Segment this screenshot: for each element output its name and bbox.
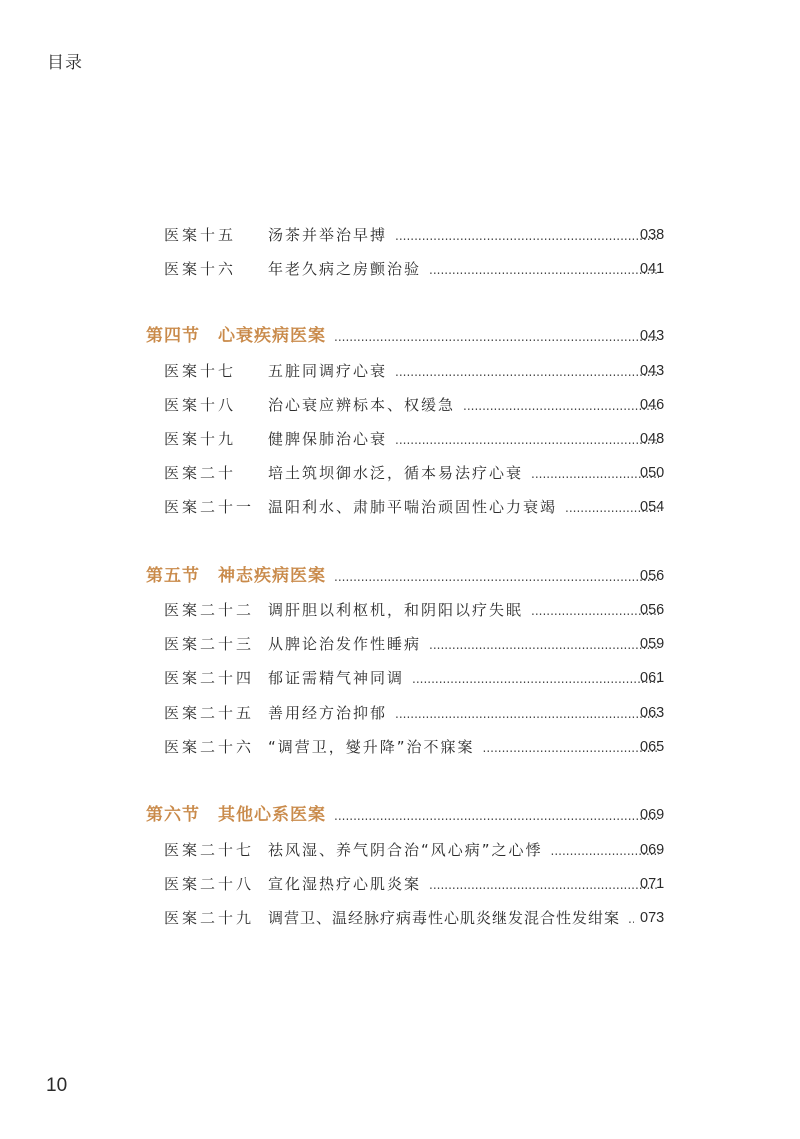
page-ref: 061: [640, 670, 665, 686]
case-label: 医案二十五: [164, 704, 255, 722]
page-ref: 041: [640, 261, 665, 277]
dot-leader: [463, 393, 659, 419]
case-title: 健脾保肺治心衰: [268, 430, 388, 448]
page-ref: 069: [640, 842, 665, 858]
case-label: 医案二十一: [164, 498, 255, 516]
case-label: 医案二十二: [164, 601, 255, 619]
dot-leader: [395, 427, 659, 453]
case-label: 医案二十: [164, 464, 237, 482]
toc-entry[interactable]: [0, 871, 800, 897]
section-title: 心衰疾病医案: [218, 326, 326, 346]
page-ref: 048: [640, 431, 665, 447]
dot-leader: [429, 632, 659, 658]
section-title: 其他心系医案: [218, 805, 326, 825]
dot-leader: [334, 803, 659, 829]
toc-entry[interactable]: [0, 665, 800, 691]
toc-entry[interactable]: [0, 494, 800, 520]
dot-leader: [429, 872, 659, 898]
page-ref: 056: [640, 568, 665, 584]
page-ref: 059: [640, 636, 665, 652]
case-label: 医案二十七: [164, 841, 255, 859]
page-ref: 038: [640, 227, 665, 243]
toc-entry[interactable]: [0, 358, 800, 384]
toc-entry[interactable]: [0, 222, 800, 248]
case-title: “调营卫，燮升降”治不寐案: [268, 738, 475, 756]
case-title: 温阳利水、肃肺平喘治顽固性心力衰竭: [268, 498, 558, 516]
dot-leader: [628, 906, 634, 932]
page-number: 10: [46, 1075, 68, 1096]
case-label: 医案二十六: [164, 738, 255, 756]
case-label: 医案二十八: [164, 875, 255, 893]
dot-leader: [334, 564, 659, 590]
case-title: 郁证需精气神同调: [268, 669, 405, 687]
case-label: 医案十八: [164, 396, 237, 414]
case-title: 从脾论治发作性睡病: [268, 635, 422, 653]
dot-leader: [395, 359, 659, 385]
toc-entry[interactable]: [0, 837, 800, 863]
toc-entry[interactable]: [0, 256, 800, 282]
section-number: 第六节: [146, 805, 200, 825]
dot-leader: [395, 701, 659, 727]
dot-leader: [412, 666, 659, 692]
section-number: 第四节: [146, 326, 200, 346]
case-title: 调营卫、温经脉疗病毒性心肌炎继发混合性发绀案: [268, 909, 621, 927]
dot-leader: [395, 223, 659, 249]
toc-section[interactable]: [0, 802, 800, 828]
dot-leader: [334, 324, 659, 350]
case-title: 年老久病之房颤治验: [268, 260, 422, 278]
section-title: 神志疾病医案: [218, 566, 326, 586]
page-ref: 054: [640, 499, 665, 515]
case-label: 医案二十四: [164, 669, 255, 687]
case-label: 医案二十三: [164, 635, 255, 653]
toc-entry[interactable]: [0, 392, 800, 418]
case-title: 培土筑坝御水泛，循本易法疗心衰: [268, 464, 524, 482]
case-title: 汤茶并举治早搏: [268, 226, 388, 244]
dot-leader: [483, 735, 659, 761]
toc-entry[interactable]: [0, 700, 800, 726]
page-ref: 050: [640, 465, 665, 481]
case-title: 宣化湿热疗心肌炎案: [268, 875, 422, 893]
toc-entry[interactable]: [0, 734, 800, 760]
dot-leader: [429, 257, 659, 283]
toc-section[interactable]: [0, 323, 800, 349]
case-label: 医案十五: [164, 226, 237, 244]
case-title: 治心衰应辨标本、权缓急: [268, 396, 456, 414]
case-title: 五脏同调疗心衰: [268, 362, 388, 380]
page-ref: 073: [640, 910, 665, 926]
toc-entry[interactable]: [0, 905, 800, 931]
case-label: 医案十九: [164, 430, 237, 448]
section-number: 第五节: [146, 566, 200, 586]
page-ref: 063: [640, 705, 665, 721]
toc-section[interactable]: [0, 563, 800, 589]
case-title: 调肝胆以利枢机，和阴阳以疗失眠: [268, 601, 524, 619]
toc-entry[interactable]: [0, 460, 800, 486]
case-label: 医案十六: [164, 260, 237, 278]
toc-entry[interactable]: [0, 631, 800, 657]
case-label: 医案十七: [164, 362, 237, 380]
page-ref: 043: [640, 328, 665, 344]
toc-entry[interactable]: [0, 597, 800, 623]
case-label: 医案二十九: [164, 909, 255, 927]
page-ref: 056: [640, 602, 665, 618]
case-title: 善用经方治抑郁: [268, 704, 388, 722]
case-title: 祛风湿、养气阴合治“风心病”之心悸: [268, 841, 543, 859]
page-ref: 043: [640, 363, 665, 379]
page-ref: 046: [640, 397, 665, 413]
page-ref: 069: [640, 807, 665, 823]
page-ref: 071: [640, 876, 665, 892]
toc-entry[interactable]: [0, 426, 800, 452]
running-header: 目录: [47, 53, 83, 73]
page-ref: 065: [640, 739, 665, 755]
